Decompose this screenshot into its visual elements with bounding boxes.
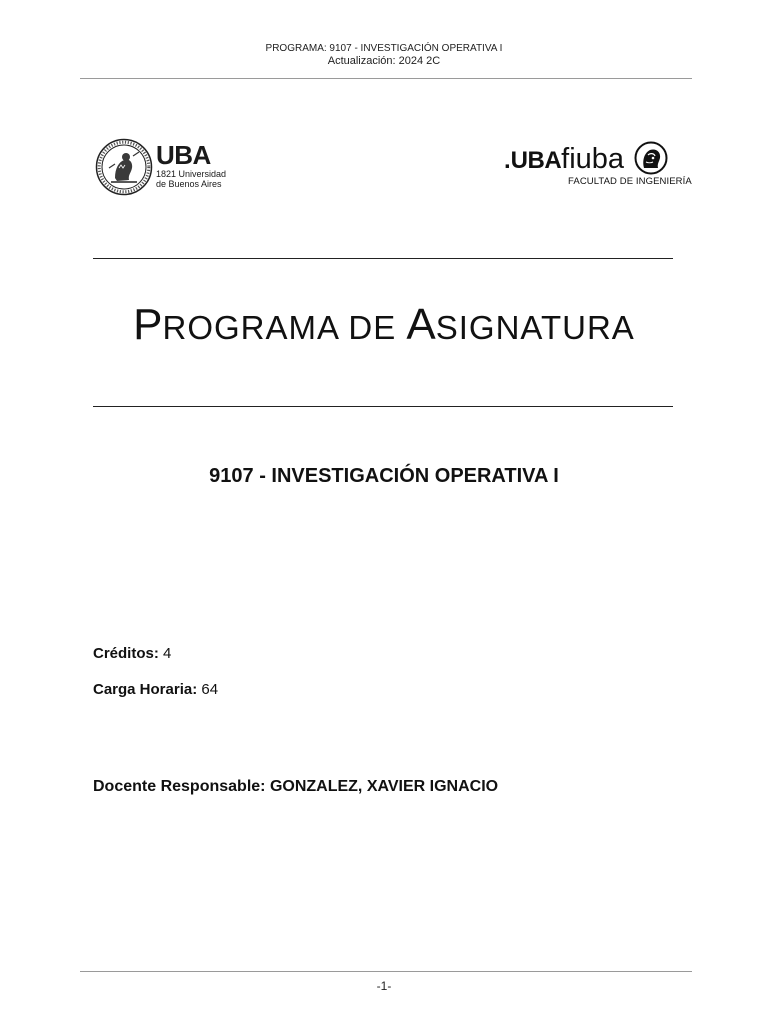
title-top-rule [93, 258, 673, 259]
title-cap-p: P [133, 300, 163, 349]
creditos-field [93, 644, 171, 664]
uba-subtitle-line2: de Buenos Aires [156, 179, 222, 189]
uba-subtitle-line1: 1821 Universidad [156, 169, 227, 179]
page-number: -1- [376, 979, 392, 993]
title-cap-a: A [406, 300, 436, 349]
fiuba-head-icon [634, 141, 668, 175]
subject-title: 9107 - INVESTIGACIÓN OPERATIVA I [209, 465, 559, 487]
fiuba-logo [500, 140, 692, 190]
creditos-value: 4 [163, 645, 172, 662]
fiuba-uba: UBA [510, 147, 562, 174]
fiuba-subtitle: FACULTAD DE INGENIERÍA [568, 176, 692, 187]
running-header-update: Actualización: 2024 2C [327, 55, 441, 67]
creditos-label: Créditos: [93, 645, 159, 662]
title-bottom-rule [93, 406, 673, 407]
docente-label: Docente Responsable: [93, 778, 266, 795]
uba-seal-icon [95, 138, 153, 196]
fiuba-fiuba: fiuba [561, 143, 625, 175]
carga-horaria-value: 64 [201, 681, 219, 698]
running-header [0, 43, 768, 68]
docente-value: GONZALEZ, XAVIER IGNACIO [269, 778, 499, 795]
carga-horaria-label: Carga Horaria: [93, 681, 198, 698]
running-header-program: PROGRAMA: 9107 - INVESTIGACIÓN OPERATIVA I [265, 43, 503, 54]
header-divider [80, 78, 692, 79]
uba-logo [95, 138, 225, 198]
footer-divider [80, 971, 692, 972]
title-rest-p: ROGRAMA DE [162, 309, 407, 346]
carga-horaria-field [93, 680, 218, 700]
fiuba-wordmark [504, 143, 624, 180]
uba-subtitle [156, 169, 226, 189]
document-title [0, 300, 768, 353]
fiuba-dot: . [504, 147, 511, 174]
title-rest-a: SIGNATURA [435, 309, 635, 346]
docente-field [93, 777, 498, 797]
uba-wordmark: UBA [156, 140, 211, 170]
